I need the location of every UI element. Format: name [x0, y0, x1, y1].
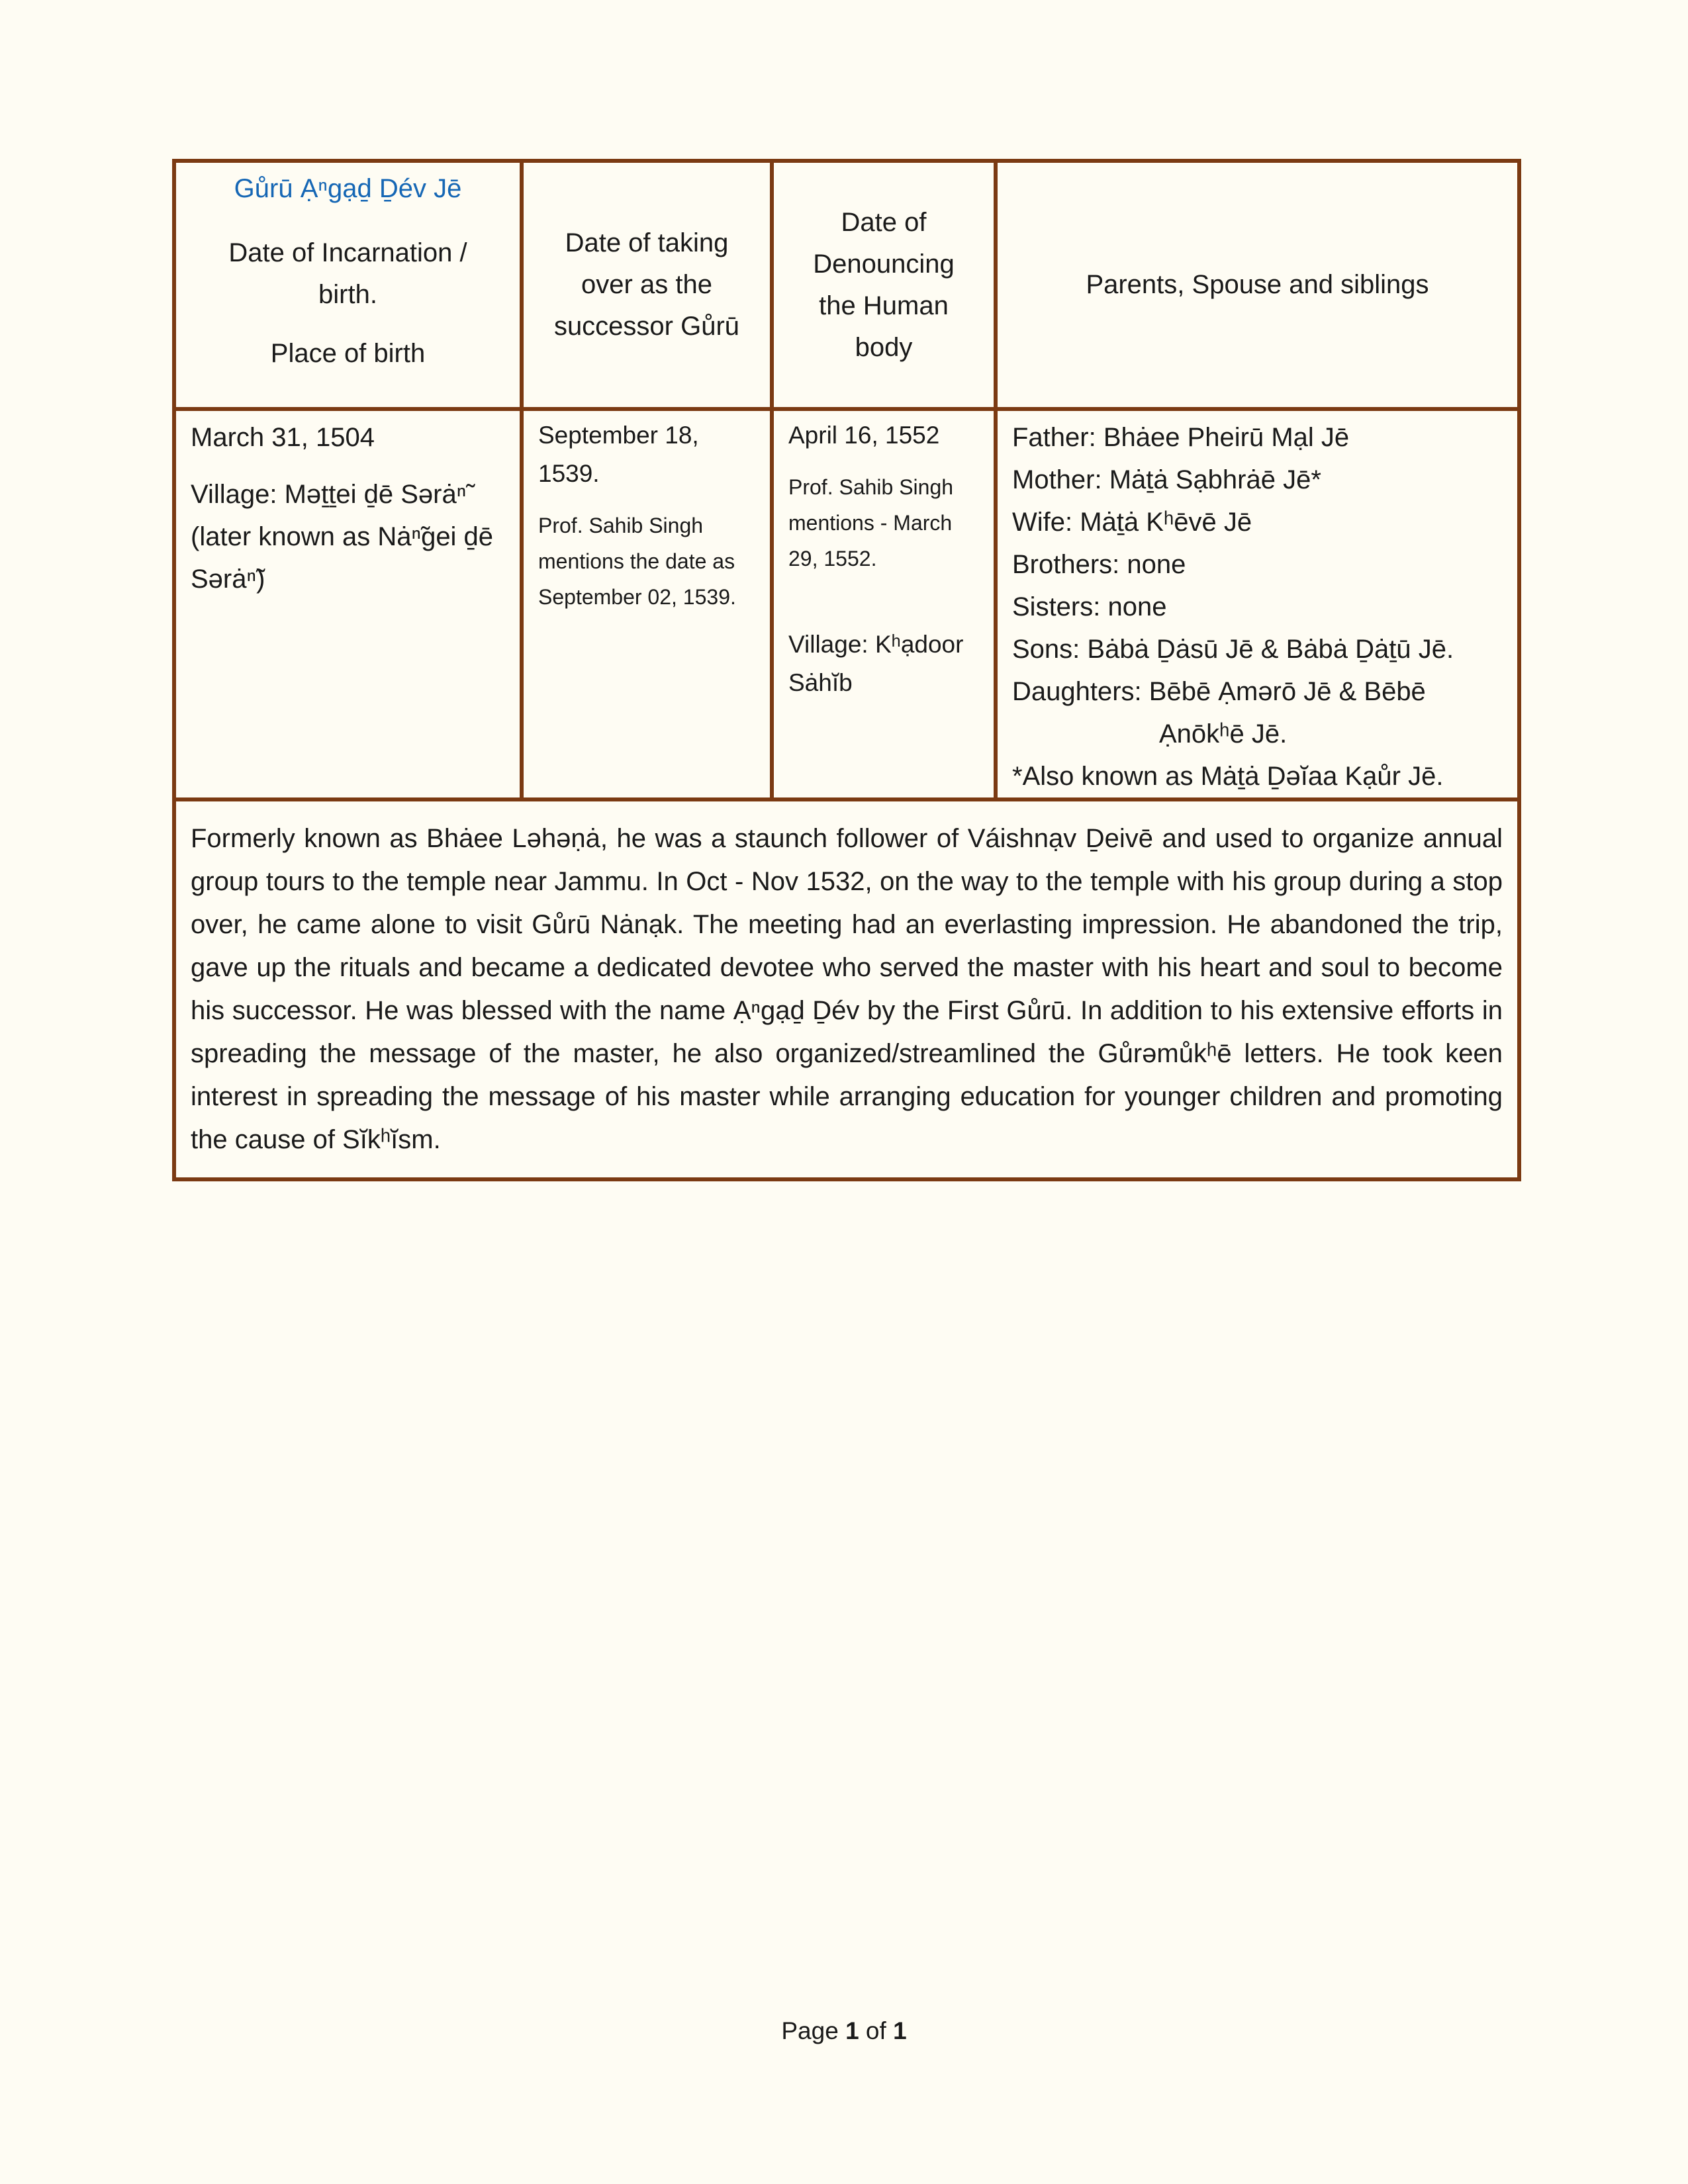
description-text: Formerly known as Bhȧee Ləhəṇȧ, he was a staunch follower of Váishnạv Ḏeivē and used to organize annual group tours to the temple near Jammu. In Oct - Nov 1532, on the way to the temple with his group during a stop over, he came alone to visit Gůrū Nȧnạk. The meeting had an everlasting impression. He abandoned the trip, gave up the rituals and became a dedicated devotee who served the master with his heart and soul to become his successor. He was blessed with the name Ạⁿgạḏ Ḏév by the First Gůrū. In addition to his extensive efforts in spreading the message of the master, he also organized/streamlined the Gůrəmůkʰē letters. He took keen interest in spreading the message of his master while arranging education for younger children and promoting the cause of Sĭkʰĭsm.: [191, 824, 1503, 1154]
death-note-line1: Prof. Sahib Singh: [788, 475, 954, 499]
header-succession-line3: successor Gůrū: [553, 312, 740, 341]
page-footer: [0, 2017, 1688, 2045]
description-row: [174, 799, 1519, 1179]
total-page-number: 1: [893, 2017, 907, 2044]
death-village-line1: Village: Kʰạdoor: [788, 631, 964, 658]
birth-date: March 31, 1504: [191, 423, 375, 452]
header-family-label: Parents, Spouse and siblings: [1086, 270, 1429, 299]
father-line: Father: Bhȧee Pheirū Mạl Jē: [1012, 423, 1350, 452]
birth-cell: [174, 409, 522, 799]
mother-line: Mother: Mȧṯȧ Sạbhrȧē Jē*: [1012, 465, 1321, 494]
guru-info-table: [172, 159, 1521, 1181]
header-succession-cell: [522, 161, 772, 409]
succession-date-line1: September 18,: [538, 422, 699, 449]
succession-date-line2: 1539.: [538, 460, 600, 487]
succession-note-line2: mentions the date as: [538, 549, 735, 573]
wife-line: Wife: Mȧṯȧ Kʰēvē Jē: [1012, 508, 1252, 537]
header-death-line3: the Human: [819, 291, 949, 320]
death-cell: [772, 409, 996, 799]
page-label: Page: [781, 2017, 839, 2044]
succession-cell: [522, 409, 772, 799]
succession-note-line3: September 02, 1539.: [538, 585, 736, 609]
header-family-cell: [996, 161, 1519, 409]
sisters-line: Sisters: none: [1012, 592, 1167, 621]
header-birth-cell: [174, 161, 522, 409]
death-village-line2: Sȧhĭb: [788, 669, 853, 696]
description-cell: [174, 799, 1519, 1179]
data-row: [174, 409, 1519, 799]
header-birth-line2: birth.: [318, 280, 377, 309]
header-row: [174, 161, 1519, 409]
header-death-cell: [772, 161, 996, 409]
brothers-line: Brothers: none: [1012, 550, 1186, 579]
family-cell: [996, 409, 1519, 799]
family-footnote: *Also known as Mȧṯȧ Ḏəĭaa Kạůr Jē.: [1012, 762, 1444, 791]
header-birth-line1: Date of Incarnation /: [228, 238, 467, 267]
death-note-line3: 29, 1552.: [788, 547, 877, 570]
daughters-line1: Daughters: Bēbē Ạmərō Jē & Bēbē: [1012, 677, 1426, 706]
current-page-number: 1: [845, 2017, 859, 2044]
header-death-line4: body: [855, 332, 913, 362]
header-place-of-birth: Place of birth: [270, 339, 426, 368]
header-succession-line1: Date of taking: [565, 228, 729, 257]
death-date: April 16, 1552: [788, 422, 940, 449]
header-succession-line2: over as the: [581, 270, 712, 299]
daughters-line2: Ạnōkʰē Jē.: [1159, 719, 1288, 749]
guru-name-link[interactable]: Gůrū Ạⁿgạḏ Ḏév Jē: [234, 174, 462, 203]
succession-note-line1: Prof. Sahib Singh: [538, 514, 704, 537]
header-death-line1: Date of: [841, 207, 927, 237]
page-of-label: of: [865, 2017, 886, 2044]
birth-village-line3: Sərȧⁿ̃): [191, 565, 265, 594]
birth-village-line1: Village: Məṯṯei ḏē Sərȧⁿ̃: [191, 480, 467, 509]
sons-line: Sons: Bȧbȧ Ḏȧsū Jē & Bȧbȧ Ḏȧṯū Jē.: [1012, 635, 1454, 664]
birth-village-line2: (later known as Nȧⁿ̃gei ḏē: [191, 522, 494, 551]
death-note-line2: mentions - March: [788, 511, 953, 535]
header-death-line2: Denouncing: [813, 249, 955, 279]
